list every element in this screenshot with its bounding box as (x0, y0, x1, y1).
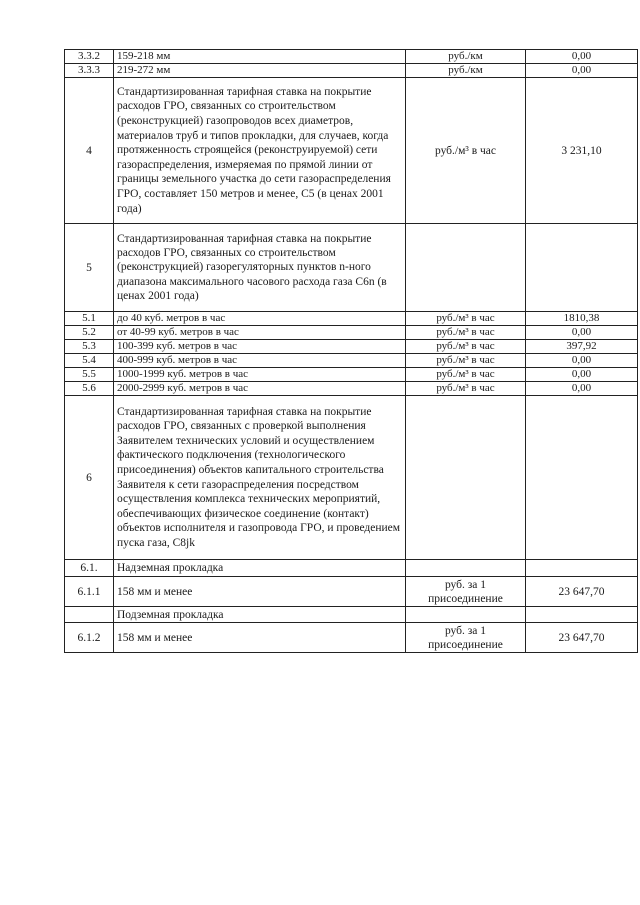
row-unit: руб./км (406, 50, 526, 64)
row-description: 400-999 куб. метров в час (114, 354, 406, 368)
row-value: 0,00 (526, 64, 638, 78)
row-value (526, 607, 638, 623)
table-row (65, 326, 638, 340)
row-description: 2000-2999 куб. метров в час (114, 382, 406, 396)
table-row (65, 560, 638, 577)
row-unit: руб. за 1 присоединение (406, 623, 526, 653)
row-description: Стандартизированная тарифная ставка на покрытие расходов ГРО, связанных со строительством (реконструкцией) газопроводов всех диаметров, материалов труб и типов прокладки, для случаев, когда протяженность строящейся (реконструируемой) сети газораспределения, измеряемая по прямой линии от границы земельного участка до сети газораспределения ГРО, составляет 150 метров и менее, С5 (в ценах 2001 года) (114, 78, 406, 224)
row-description: 159-218 мм (114, 50, 406, 64)
table-row (65, 312, 638, 326)
table-row (65, 396, 638, 560)
row-number: 6.1.1 (65, 577, 114, 607)
row-value: 1810,38 (526, 312, 638, 326)
row-unit: руб./м³ в час (406, 78, 526, 224)
row-unit: руб./м³ в час (406, 340, 526, 354)
row-number: 5.2 (65, 326, 114, 340)
table-row (65, 623, 638, 653)
row-number: 3.3.3 (65, 64, 114, 78)
row-number: 6.1. (65, 560, 114, 577)
row-unit: руб./м³ в час (406, 312, 526, 326)
row-number: 4 (65, 78, 114, 224)
row-unit: руб./м³ в час (406, 368, 526, 382)
row-unit (406, 224, 526, 312)
row-description: Стандартизированная тарифная ставка на покрытие расходов ГРО, связанных со строительством (реконструкцией) газорегуляторных пунктов n-ного диапазона максимального часового расхода газа С6n (в ценах 2001 года) (114, 224, 406, 312)
row-unit: руб./км (406, 64, 526, 78)
row-value: 0,00 (526, 50, 638, 64)
row-unit: руб./м³ в час (406, 382, 526, 396)
row-number: 5.3 (65, 340, 114, 354)
table-row (65, 382, 638, 396)
row-number: 6 (65, 396, 114, 560)
table-row (65, 577, 638, 607)
row-value: 3 231,10 (526, 78, 638, 224)
table-row (65, 607, 638, 623)
row-description: до 40 куб. метров в час (114, 312, 406, 326)
row-number: 5 (65, 224, 114, 312)
row-description: от 40-99 куб. метров в час (114, 326, 406, 340)
row-value: 397,92 (526, 340, 638, 354)
row-description: 158 мм и менее (114, 577, 406, 607)
row-number: 5.1 (65, 312, 114, 326)
table-row (65, 78, 638, 224)
row-description: Стандартизированная тарифная ставка на покрытие расходов ГРО, связанных с проверкой выполнения Заявителем технических условий и осуществлением фактического подключения (технологического присоединения) объектов капитального строительства Заявителя к сети газораспределения посредством осуществления комплекса технических мероприятий, обеспечивающих физическое соединение (контакт) объектов исполнителя и газопровода ГРО, и проведением пуска газа, С8jk (114, 396, 406, 560)
row-unit (406, 396, 526, 560)
row-number: 5.5 (65, 368, 114, 382)
row-value: 0,00 (526, 326, 638, 340)
row-value: 0,00 (526, 354, 638, 368)
row-number: 6.1.2 (65, 623, 114, 653)
row-unit: руб./м³ в час (406, 354, 526, 368)
row-description: Подземная прокладка (114, 607, 406, 623)
row-value: 23 647,70 (526, 623, 638, 653)
row-value: 0,00 (526, 382, 638, 396)
row-description: 158 мм и менее (114, 623, 406, 653)
row-description: 1000-1999 куб. метров в час (114, 368, 406, 382)
row-value (526, 396, 638, 560)
row-unit (406, 560, 526, 577)
row-number: 3.3.2 (65, 50, 114, 64)
table-row (65, 354, 638, 368)
row-unit: руб./м³ в час (406, 326, 526, 340)
row-value: 23 647,70 (526, 577, 638, 607)
row-description: 100-399 куб. метров в час (114, 340, 406, 354)
row-number: 5.4 (65, 354, 114, 368)
tariff-table (64, 49, 638, 653)
table-row (65, 340, 638, 354)
row-number: 5.6 (65, 382, 114, 396)
row-description: 219-272 мм (114, 64, 406, 78)
table-row (65, 224, 638, 312)
row-unit: руб. за 1 присоединение (406, 577, 526, 607)
row-description: Надземная прокладка (114, 560, 406, 577)
table-row (65, 50, 638, 64)
table-row (65, 64, 638, 78)
table-row (65, 368, 638, 382)
row-value (526, 560, 638, 577)
row-value (526, 224, 638, 312)
row-value: 0,00 (526, 368, 638, 382)
row-unit (406, 607, 526, 623)
row-number (65, 607, 114, 623)
